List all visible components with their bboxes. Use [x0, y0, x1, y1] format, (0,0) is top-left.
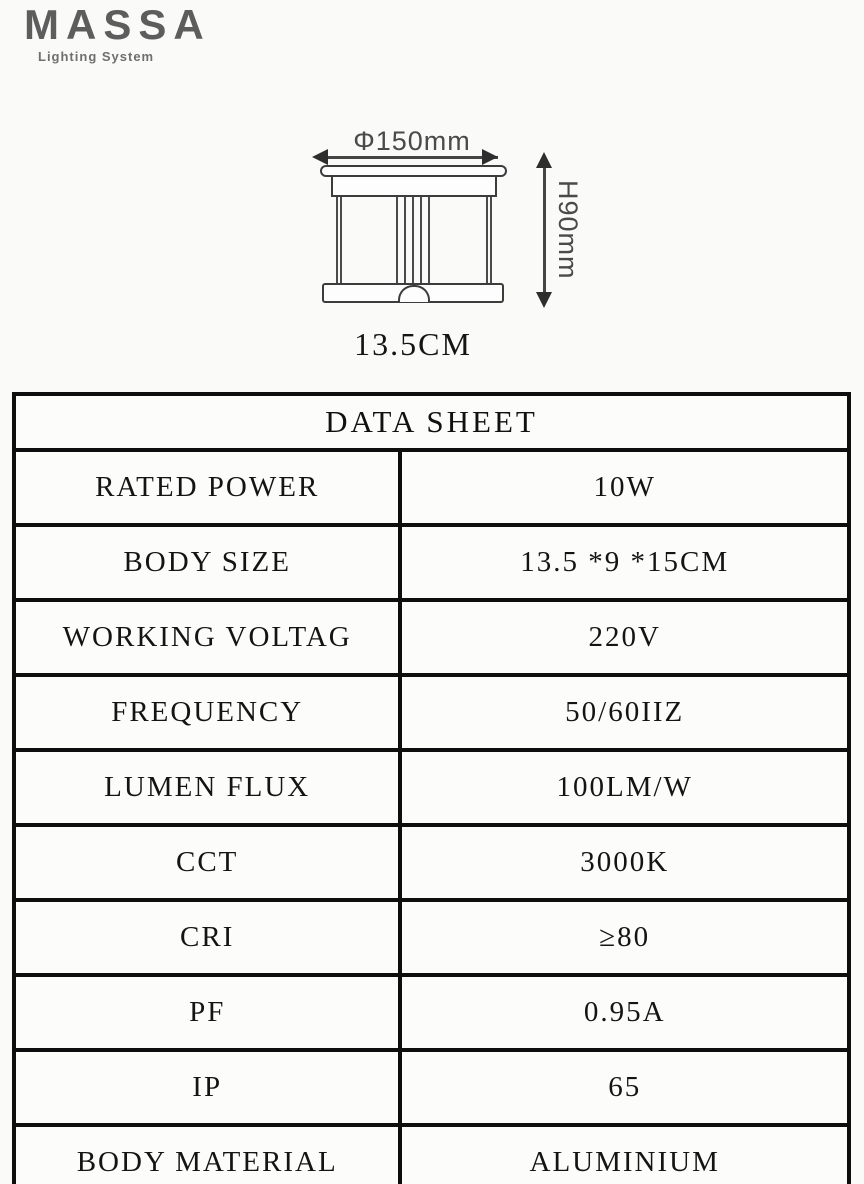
- height-dimension-label: H90mm: [553, 180, 583, 280]
- table-row: [16, 973, 847, 1048]
- row-label: BODY MATERIAL: [16, 1127, 402, 1184]
- fixture-right-post: [486, 197, 492, 284]
- fixture-fin: [396, 197, 398, 284]
- table-row: [16, 1123, 847, 1184]
- fixture-fin: [412, 197, 414, 284]
- fixture-fin: [404, 197, 406, 284]
- fixture-rim: [331, 175, 497, 197]
- fixture-fin: [420, 197, 422, 284]
- row-label: WORKING VOLTAG: [16, 602, 402, 673]
- row-value: 13.5 *9 *15CM: [520, 546, 730, 578]
- row-value: 220V: [588, 621, 661, 653]
- fixture-fin: [428, 197, 430, 284]
- table-row: [16, 748, 847, 823]
- row-label: BODY SIZE: [16, 527, 402, 598]
- table-row: [16, 523, 847, 598]
- brand-name: MASSA: [24, 1, 211, 48]
- row-value: 10W: [593, 471, 656, 503]
- fixture-left-post: [336, 197, 342, 284]
- row-value: ALUMINIUM: [529, 1146, 720, 1178]
- table-row: [16, 673, 847, 748]
- row-label: IP: [16, 1052, 402, 1123]
- diameter-dimension-label: Φ150mm: [353, 126, 471, 156]
- table-row: [16, 598, 847, 673]
- diameter-dimension-line: [326, 156, 498, 159]
- row-label: RATED POWER: [16, 452, 402, 523]
- row-label: FREQUENCY: [16, 677, 402, 748]
- height-dimension-line: [543, 166, 546, 294]
- row-label: PF: [16, 977, 402, 1048]
- row-value: 50/60IIZ: [565, 696, 685, 728]
- row-value: 0.95A: [583, 996, 666, 1028]
- row-value: 65: [608, 1071, 642, 1103]
- data-sheet-table: [12, 392, 851, 1184]
- table-row: [16, 1048, 847, 1123]
- brand-tagline: Lighting System: [38, 49, 155, 64]
- fixture-technical-drawing: [0, 0, 864, 380]
- table-row: [16, 898, 847, 973]
- table-title: DATA SHEET: [325, 404, 538, 439]
- row-label: CCT: [16, 827, 402, 898]
- row-value: 100LM/W: [556, 771, 693, 803]
- table-row: [16, 823, 847, 898]
- arrow-right-icon: [482, 149, 498, 165]
- arrow-left-icon: [312, 149, 328, 165]
- width-dimension-label: 13.5CM: [354, 326, 472, 362]
- row-label: CRI: [16, 902, 402, 973]
- row-label: LUMEN FLUX: [16, 752, 402, 823]
- arrow-down-icon: [536, 292, 552, 308]
- arrow-up-icon: [536, 152, 552, 168]
- row-value: ≥80: [599, 921, 651, 953]
- table-row: [16, 448, 847, 523]
- row-value: 3000K: [580, 846, 670, 878]
